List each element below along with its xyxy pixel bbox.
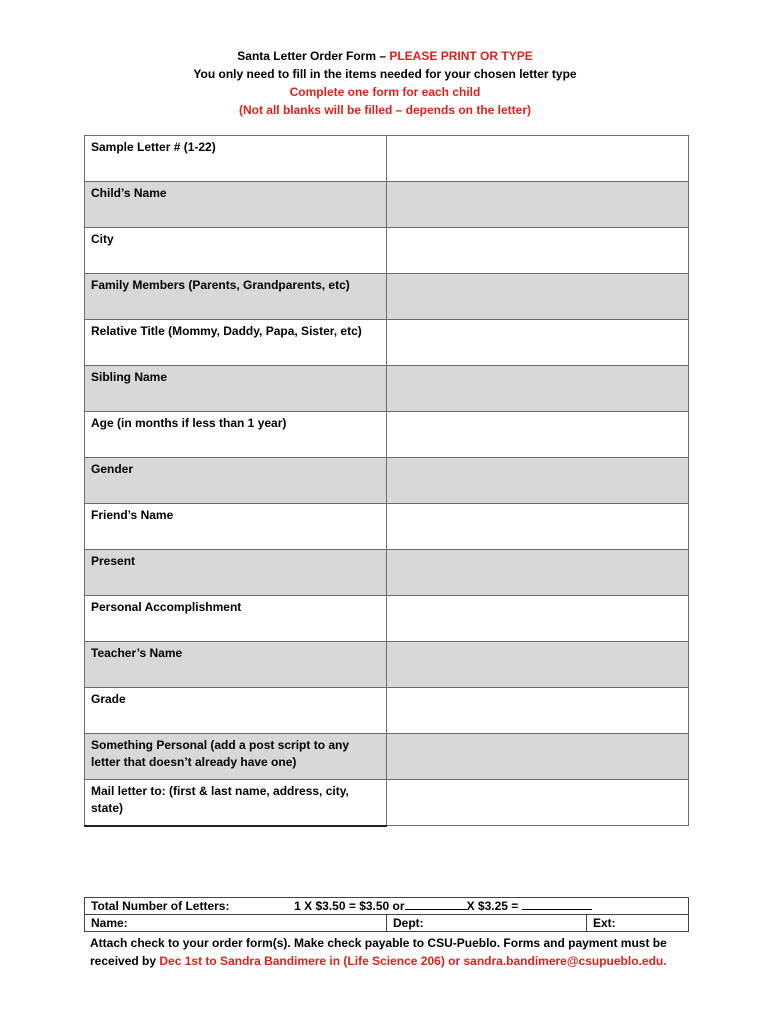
field-input[interactable] — [387, 274, 689, 320]
field-input[interactable] — [387, 412, 689, 458]
form-title: Santa Letter Order Form – PLEASE PRINT OR TYPE — [237, 49, 533, 63]
ext-label: Ext: — [593, 915, 616, 930]
field-label: Personal Accomplishment — [85, 596, 387, 642]
field-label: Sample Letter # (1-22) — [85, 136, 387, 182]
field-label: Sibling Name — [85, 366, 387, 412]
form-row — [85, 458, 689, 504]
form-header — [0, 47, 770, 119]
form-row — [85, 780, 689, 826]
field-label: Relative Title (Mommy, Daddy, Papa, Sister, etc) — [85, 320, 387, 366]
totals-table — [84, 897, 689, 932]
form-row — [85, 228, 689, 274]
form-row — [85, 412, 689, 458]
field-input[interactable] — [387, 780, 689, 826]
blanks-notice: (Not all blanks will be filled – depends on the letter) — [238, 103, 532, 117]
deadline-contact: Dec 1st to Sandra Bandimere in (Life Science 206) or sandra.bandimere@csupueblo.edu. — [159, 954, 667, 968]
field-input[interactable] — [387, 458, 689, 504]
form-row — [85, 734, 689, 780]
field-label: Mail letter to: (first & last name, address, city, state) — [85, 780, 387, 826]
instructions-line: You only need to fill in the items needed for your chosen letter type — [193, 67, 577, 81]
total-blank[interactable] — [522, 898, 592, 910]
field-input[interactable] — [387, 504, 689, 550]
field-input[interactable] — [387, 688, 689, 734]
field-input[interactable] — [387, 366, 689, 412]
field-input[interactable] — [387, 182, 689, 228]
dept-label: Dept: — [393, 915, 424, 930]
field-label: Teacher’s Name — [85, 642, 387, 688]
totals-row — [85, 898, 689, 915]
order-form-table — [84, 135, 689, 827]
field-label: City — [85, 228, 387, 274]
field-label: Grade — [85, 688, 387, 734]
price-text: 1 X $3.50 = $3.50 or — [294, 899, 405, 913]
payment-instructions: Attach check to your order form(s). Make check payable to CSU-Pueblo. Forms and payment must be received by Dec 1st to Sandra Bandimere in (Life Science 206) or sandra.bandimere@csupueblo.edu. — [90, 936, 667, 968]
ext-field[interactable] — [587, 915, 689, 932]
field-label: Age (in months if less than 1 year) — [85, 412, 387, 458]
form-row — [85, 320, 689, 366]
form-row — [85, 366, 689, 412]
total-letters-label: Total Number of Letters: — [91, 899, 230, 913]
field-label: Gender — [85, 458, 387, 504]
field-label: Child’s Name — [85, 182, 387, 228]
field-input[interactable] — [387, 642, 689, 688]
form-row — [85, 596, 689, 642]
field-label: Family Members (Parents, Grandparents, etc) — [85, 274, 387, 320]
field-input[interactable] — [387, 596, 689, 642]
field-label: Present — [85, 550, 387, 596]
contact-row — [85, 915, 689, 932]
price-text-2: X $3.25 = — [466, 899, 522, 913]
field-label: Friend’s Name — [85, 504, 387, 550]
field-label: Something Personal (add a post script to any letter that doesn’t already have one) — [85, 734, 387, 780]
print-notice: PLEASE PRINT OR TYPE — [389, 49, 533, 63]
form-row — [85, 274, 689, 320]
field-input[interactable] — [387, 320, 689, 366]
field-input[interactable] — [387, 136, 689, 182]
quantity-blank[interactable] — [405, 898, 467, 910]
name-label: Name: — [91, 915, 128, 930]
form-row — [85, 504, 689, 550]
form-row — [85, 642, 689, 688]
field-input[interactable] — [387, 228, 689, 274]
form-row — [85, 136, 689, 182]
form-row — [85, 688, 689, 734]
dept-field[interactable] — [387, 915, 587, 932]
name-field[interactable] — [85, 915, 387, 932]
field-input[interactable] — [387, 550, 689, 596]
form-row — [85, 182, 689, 228]
form-row — [85, 550, 689, 596]
one-form-notice: Complete one form for each child — [289, 85, 481, 99]
field-input[interactable] — [387, 734, 689, 780]
